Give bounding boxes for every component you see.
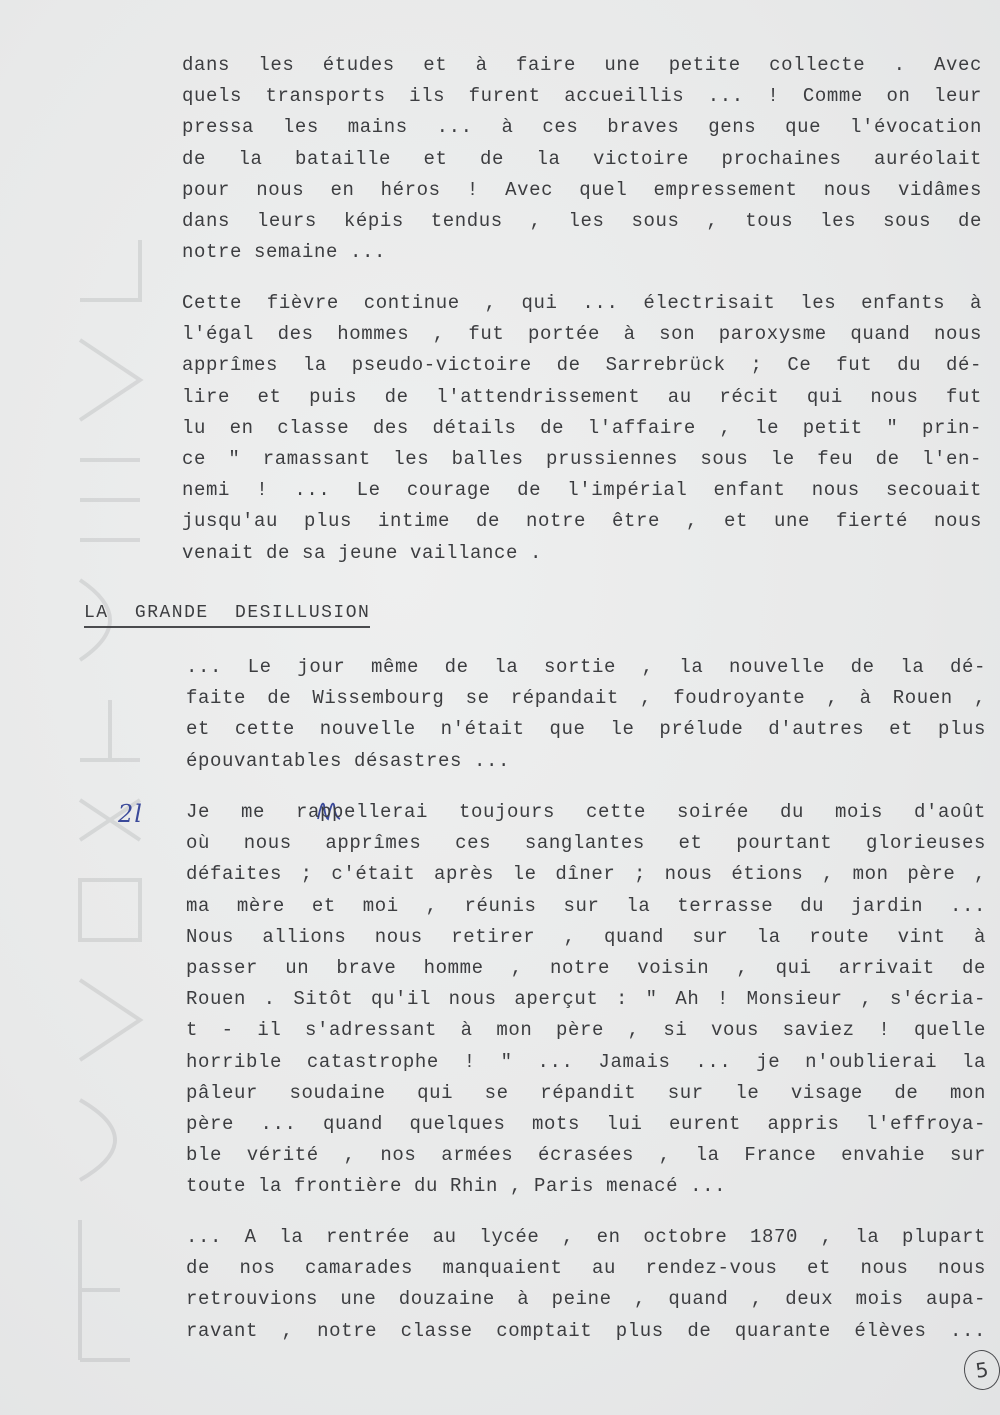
text-line: de la bataille et de la victoire prochaines auréolait bbox=[182, 147, 982, 170]
handwritten-margin-note: 2l bbox=[118, 800, 143, 828]
text-line: de nos camarades manquaient au rendez-vous et nous nous bbox=[186, 1257, 986, 1280]
text-line: faite de Wissembourg se répandait , foudroyante , à Rouen , bbox=[186, 687, 986, 710]
text-line: venait de sa jeune vaillance . bbox=[182, 541, 543, 564]
paragraph-4 bbox=[186, 797, 986, 1202]
text-line: lu en classe des détails de l'affaire , le petit " prin- bbox=[182, 416, 982, 439]
text-line: Rouen . Sitôt qu'il nous aperçut : " Ah ! Monsieur , s'écria- bbox=[186, 988, 986, 1011]
text-line: ... A la rentrée au lycée , en octobre 1870 , la plupart bbox=[186, 1226, 986, 1248]
text-line: quels transports ils furent accueillis ... ! Comme on leur bbox=[182, 85, 982, 108]
text-line: ravant , notre classe comptait plus de quarante élèves ... bbox=[186, 1319, 986, 1342]
text-line: apprîmes la pseudo-victoire de Sarrebrück ; Ce fut du dé- bbox=[182, 354, 982, 377]
text-line: Je me rappellerai toujours cette soirée du mois d'août bbox=[186, 801, 986, 823]
paragraph-5 bbox=[186, 1222, 986, 1347]
text-line: pressa les mains ... à ces braves gens que l'évocation bbox=[182, 116, 982, 139]
paragraph-3 bbox=[186, 652, 986, 777]
section-heading: LA GRANDE DESILLUSION bbox=[84, 600, 370, 628]
text-line: Cette fièvre continue , qui ... électrisait les enfants à bbox=[182, 292, 982, 314]
text-line: épouvantables désastres ... bbox=[186, 749, 511, 772]
text-line: ... Le jour même de la sortie , la nouvelle de la dé- bbox=[186, 656, 986, 678]
text-line: lire et puis de l'attendrissement au récit qui nous fut bbox=[182, 385, 982, 408]
text-line: pour nous en héros ! Avec quel empressement nous vidâmes bbox=[182, 178, 982, 201]
text-line: ce " ramassant les balles prussiennes sous le feu de l'en- bbox=[182, 447, 982, 470]
text-line: jusqu'au plus intime de notre être , et une fierté nous bbox=[182, 510, 982, 533]
text-line: retrouvions une douzaine à peine , quand , deux mois aupa- bbox=[186, 1288, 986, 1311]
text-line: défaites ; c'était après le dîner ; nous étions , mon père , bbox=[186, 863, 986, 886]
text-line: notre semaine ... bbox=[182, 241, 387, 264]
text-line: dans leurs képis tendus , les sous , tous les sous de bbox=[182, 209, 982, 232]
text-line: et cette nouvelle n'était que le prélude d'autres et plus bbox=[186, 718, 986, 741]
faded-watermark bbox=[60, 120, 170, 1380]
text-line: ma mère et moi , réunis sur la terrasse du jardin ... bbox=[186, 894, 986, 917]
paragraph-1 bbox=[182, 50, 982, 268]
text-line: toute la frontière du Rhin , Paris menacé ... bbox=[186, 1175, 727, 1198]
text-line: nemi ! ... Le courage de l'impérial enfant nous secouait bbox=[182, 479, 982, 502]
paragraph-2 bbox=[182, 288, 982, 569]
circled-page-number: 5 bbox=[961, 1348, 1000, 1393]
text-line: ble vérité , nos armées écrasées , la France envahie sur bbox=[186, 1144, 986, 1167]
text-line: passer un brave homme , notre voisin , qui arrivait de bbox=[186, 956, 986, 979]
text-line: horrible catastrophe ! " ... Jamais ... je n'oublierai la bbox=[186, 1050, 986, 1073]
text-line: dans les études et à faire une petite collecte . Avec bbox=[182, 54, 982, 76]
text-line: où nous apprîmes ces sanglantes et pourtant glorieuses bbox=[186, 832, 986, 855]
text-line: l'égal des hommes , fut portée à son paroxysme quand nous bbox=[182, 323, 982, 346]
text-line: père ... quand quelques mots lui eurent appris l'effroya- bbox=[186, 1112, 986, 1135]
text-line: Nous allions nous retirer , quand sur la route vint à bbox=[186, 925, 986, 948]
text-line: t - il s'adressant à mon père , si vous saviez ! quelle bbox=[186, 1019, 986, 1042]
text-line: pâleur soudaine qui se répandit sur le visage de mon bbox=[186, 1081, 986, 1104]
